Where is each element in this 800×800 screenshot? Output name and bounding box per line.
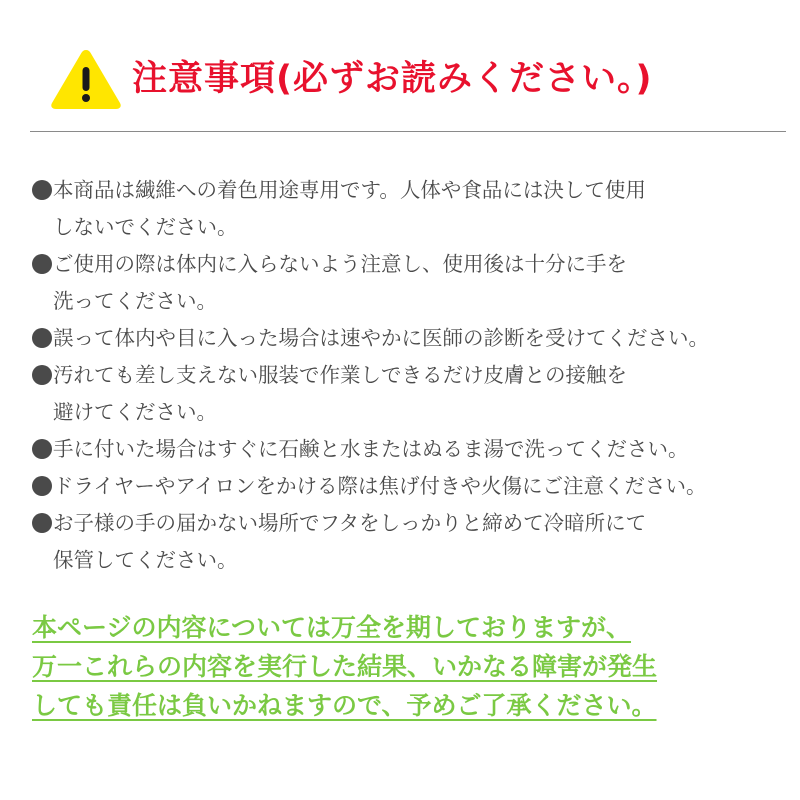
caution-item-text: [53, 505, 646, 579]
caution-item-text: [53, 357, 627, 431]
disclaimer-line: 本ページの内容については万全を期しておりますが、: [32, 613, 632, 642]
caution-item-line: お子様の手の届かない場所でフタをしっかりと締めて冷暗所にて: [53, 511, 647, 535]
bullet-dot-icon: [32, 476, 52, 496]
caution-list: [32, 172, 792, 579]
caution-item-line: 手に付いた場合はすぐに石鹸と水またはぬるま湯で洗ってください。: [53, 437, 689, 461]
bullet-dot-icon: [32, 328, 52, 348]
warning-header: [48, 44, 768, 114]
caution-item: [32, 172, 792, 246]
caution-item: [32, 246, 792, 320]
bullet-dot-icon: [32, 180, 52, 200]
disclaimer-line: 万一これらの内容を実行した結果、いかなる障害が発生: [32, 652, 658, 681]
warning-triangle-icon: [48, 46, 124, 112]
caution-item-text: [53, 320, 709, 357]
bullet-dot-icon: [32, 365, 52, 385]
bullet-dot-icon: [32, 439, 52, 459]
caution-item-line: 本商品は繊維への着色用途専用です。人体や食品には決して使用: [53, 178, 646, 202]
disclaimer-line: しても責任は負いかねますので、予めご了承ください。: [32, 691, 657, 720]
caution-item-text: [53, 431, 689, 468]
page-title: 注意事項(必ずお読みください。): [132, 58, 653, 99]
caution-item: [32, 320, 792, 357]
caution-item-line: ご使用の際は体内に入らないよう注意し、使用後は十分に手を: [53, 252, 627, 276]
bullet-dot-icon: [32, 513, 52, 533]
caution-item-line: ドライヤーやアイロンをかける際は焦げ付きや火傷にご注意ください。: [53, 474, 707, 498]
caution-item: [32, 357, 792, 431]
caution-item-line: しないでください。: [53, 215, 238, 239]
caution-item-text: [53, 172, 646, 246]
caution-item-text: [53, 468, 707, 505]
caution-item-line: 誤って体内や目に入った場合は速やかに医師の診断を受けてください。: [53, 326, 709, 350]
caution-item: [32, 505, 792, 579]
caution-item: [32, 431, 792, 468]
caution-item: [32, 468, 792, 505]
bullet-dot-icon: [32, 254, 52, 274]
header-divider: [30, 131, 786, 132]
caution-item-line: 洗ってください。: [53, 289, 217, 313]
caution-item-line: 汚れても差し支えない服装で作業しできるだけ皮膚との接触を: [53, 363, 627, 387]
caution-item-line: 保管してください。: [53, 548, 238, 572]
caution-item-line: 避けてください。: [53, 400, 217, 424]
caution-item-text: [53, 246, 627, 320]
disclaimer-text: [32, 608, 782, 725]
